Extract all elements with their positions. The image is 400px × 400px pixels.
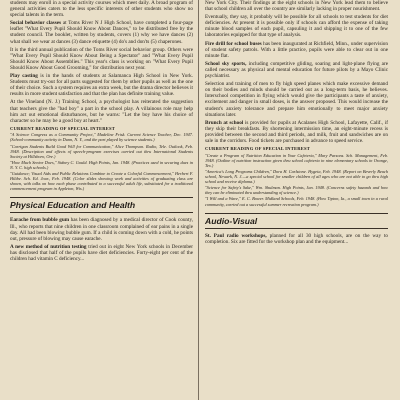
nutrition-paragraph <box>10 244 193 262</box>
selection-paragraph: Selection and training of men to fly high speed planes which make excessive demand on their bodies and minds should be carried out as a long-term basis, he believes. Interschool competition in flying which would give the participants a taste of anxiety, excitement and danger in small doses, is the answer proposed. This would increase the student's anxiety tolerance and prepare him emotionally to meet major anxiety situations later. <box>205 81 388 118</box>
section-header-audio-visual <box>205 213 388 229</box>
fire-drill-text: has been inaugurated at Richfield, Minn., under supervision of student safety patrols. With a little practice, pupils were able to clear out in one minute flat. <box>205 40 388 59</box>
left-column <box>10 0 193 264</box>
social-behavior-heading: Social behavior classes <box>10 20 62 27</box>
earache-text: has been diagnosed by a medical director of Cook county, Ill., who reports that nine children in one classroom complained of ear pains in a single day. All had been blowing bubble gum. If a child is coming down with a cold, he points out, pressure of blowing may cause earache. <box>10 217 194 242</box>
current-reading-title-1: CURRENT READING OF SPECIAL INTEREST <box>10 125 116 131</box>
nutrition-heading: A new method of nutrition testing <box>10 243 87 250</box>
citation-item: "Guidance; Visual Aids and Public Relations Combine to Create a Colorful Commencement," Herbert F. Hiltbe. Sch. Ed. Jour., Feb. 1948. (Color slides showing work and activities of graduating class are shown, with talks on how each phase contributed to a successful adult life, substituted for a traditional commencement program in Appleton, Wis.) <box>10 171 193 192</box>
earache-paragraph <box>10 217 193 241</box>
citation-item: "How Much Senior Does," Sidney C. Gould. High Points, Jan. 1948. (Practices used in securing dues in N. Y. C. high schools.) <box>10 159 193 170</box>
right-column <box>205 0 388 247</box>
column-divider <box>198 0 199 400</box>
current-reading-title-2: CURRENT READING OF SPECIAL INTEREST <box>205 146 311 152</box>
earache-heading: Earache from bubble gum <box>10 217 70 224</box>
citation-item: "Science for Safety's Sake," Wm. Shulman. High Points, Jan. 1948. (Concerns safety hazards and how they can be eliminated thru understanding of science.) <box>205 185 388 196</box>
section-title: Audio-Visual <box>205 215 258 226</box>
radio-workshop-text: planned for all 30 high schools, are on the way to completion. Six are fitted for the workshop plan and the equipment... <box>205 232 388 245</box>
fire-drill-heading: Fire drill for school buses <box>205 40 262 47</box>
radio-workshop-paragraph <box>205 233 388 245</box>
citation-item: "I Will and a Wave," E. C. Bower. Midland Schools, Feb. 1948. (How Tipton, Ia., a small town in a rural community, carried out a successful summer recreation program.) <box>205 196 388 207</box>
intro-paragraph: students may enroll in a special activity courses which meet daily. A broad program of general activities caters to the less specific interests of other students who show no special talents in the term. <box>10 0 193 19</box>
social-behavior-text: at Toms River N J High School, have completed a four-page leaflet "What Every Pupil Should Know About Dances," to be distributed free by the student council. The booklet, written by students, covers (1) why we have dances (2) what shall we wear at dances (3) dance etiquette (4) do's and don'ts (5) chaperones. <box>10 20 193 45</box>
nutrition-text: tried out in eight New York schools in December has disclosed that half of the pupils have diet deficiencies. Forty-eight per cent of the children had vitamin C deficiency... <box>10 243 193 262</box>
brunch-heading: Brunch at school <box>205 119 244 126</box>
citation-item: "A Science Congress as a Community Project," Madeline Frisk. Current Science Teacher, Dec. 1947. (School-community activity in Dunn, N. Y., and the part played by science students.) <box>10 132 193 143</box>
fire-drill-paragraph <box>205 41 388 59</box>
brunch-text: is provided for pupils at Acalanes High School, Lafayette, Calif., if they skip their breakfasts. By shortening intermission time, an eight-minute recess is provided between the second and third periods, and milk, fruit and sandwiches are on sale in the corridors. Food tickets are purchased in advance to speed service. <box>205 119 388 144</box>
citation-item: "Carrigan Students Build Good Will for Communication," Alice Thompson. Radio, Tele. Outlook, Feb. 1948. (Description and effects of speech-program exercises carried out thru International Students Society at Hillsboro, Ore.) <box>10 143 193 159</box>
publication-paragraph: It is the third annual publication of the Toms River social behavior group. Others were "What Every Pupil Should Know About Being a Spectator" and "What Every Pupil Should Know About Assemblies." This year's class is working on "What Every Pupil Should Know About Good Grooming," for distribution next year. <box>10 46 193 71</box>
play-casting-text: is in the hands of students at Salamanca High School in New York. Students must try-out for all parts suggested for them by other pupils as well as the one of their choice. Such a system requires an extra week, but the drama director believes it results in more student satisfaction and that the plan has definite training value. <box>10 73 193 98</box>
section-title: Physical Education and Health <box>10 200 136 211</box>
radio-workshop-heading: St. Paul radio workshops, <box>205 232 267 239</box>
sky-sports-paragraph <box>205 61 388 79</box>
brunch-paragraph <box>205 120 388 144</box>
section-header-physical-education <box>10 197 193 213</box>
vineland-paragraph: At the Vineland (N. J.) Training School, a psychologist has reiterated the suggestion that teachers give the "bad boy" a part in the school play. A villainous role may help him act out emotional disturbances, but he warns: "Let the boy have his choice of character so he may be a good boy at heart." <box>10 99 193 124</box>
play-casting-heading: Play casting <box>10 73 38 80</box>
social-behavior-paragraph <box>10 20 193 44</box>
sky-sports-heading: School sky sports, <box>205 60 247 67</box>
citation-item: "Create a Program of Nutrition Education in Your Cafeteria," Mary Parsons. Sch. Management, Feb. 1948. (Outline of nutrition instruction given thru school cafeteria in nine elementary schools in Orange, Tex.) <box>205 152 388 168</box>
citation-item: "America's Long Programs Children," Dora H. Carlstone. Hygeia, Feb. 1948. (Report on Beverly Beach school, Newark, N. J.—a special school for smaller children of all ages who are not able to go thru high school and receive diploma.) <box>205 168 388 185</box>
play-casting-paragraph <box>10 73 193 97</box>
nyc-paragraph: New York City. Their findings at the eight schools in New York lead them to believe that school children all over the country are similarly lacking in proper nourishment. <box>205 0 388 13</box>
sky-sports-text: including competitive gliding, soaring and light-plane flying are called necessary as physical and mental education for future pilots by a Mayo Clinic psychiatrist. <box>205 60 388 80</box>
eventually-paragraph: Eventually, they say, it probably will be possible for all schools to test students for diet deficiencies. At present it is possible only if schools can afford the expense of taking minute blood samples of each pupil, capsuling it and shipping it to one of the few laboratories equipped for that type of analysis. <box>205 14 388 39</box>
